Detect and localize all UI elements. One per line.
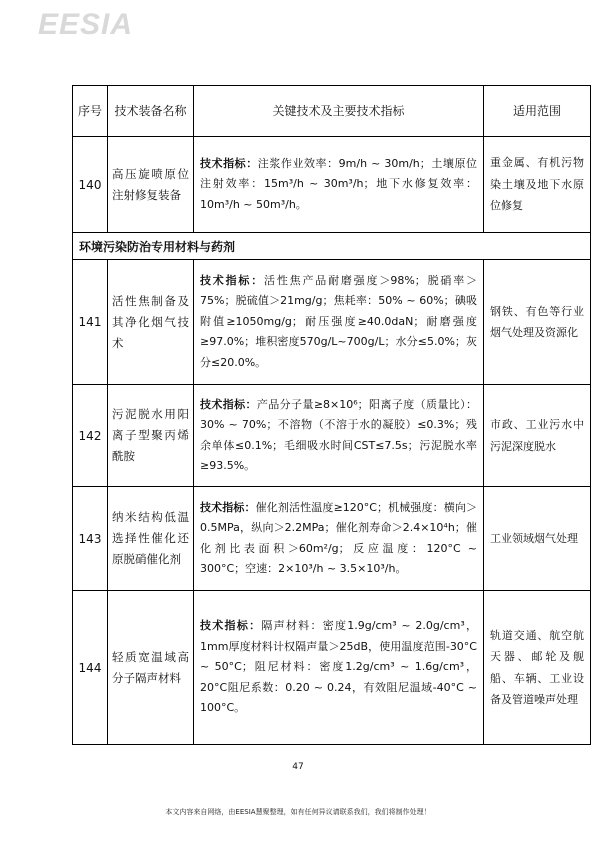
technology-table	[72, 85, 591, 745]
application-scope: 市政、工业污水中污泥深度脱水	[484, 385, 591, 487]
equipment-name: 纳米结构低温选择性催化还原脱硝催化剂	[108, 487, 194, 591]
application-scope: 钢铁、有色等行业烟气处理及资源化	[484, 260, 591, 385]
equipment-name: 活性焦制备及其净化烟气技术	[108, 260, 194, 385]
application-scope: 重金属、有机污物染土壤及地下水原位修复	[484, 137, 591, 233]
key-indicators	[194, 260, 484, 385]
indicator-label: 技术指标：	[200, 156, 258, 170]
row-number: 141	[73, 260, 108, 385]
section-row	[73, 233, 591, 260]
col-header-no: 序号	[73, 86, 108, 137]
table-row	[73, 591, 591, 745]
row-number: 140	[73, 137, 108, 233]
table-row	[73, 487, 591, 591]
row-number: 143	[73, 487, 108, 591]
equipment-name: 轻质宽温域高分子隔声材料	[108, 591, 194, 745]
table-row	[73, 137, 591, 233]
key-indicators	[194, 137, 484, 233]
key-indicators	[194, 385, 484, 487]
indicator-label: 技术指标：	[200, 273, 265, 287]
indicator-label: 技术指标：	[200, 500, 256, 514]
footer-disclaimer: 本文内容来自网络，由EESIA慧聚整理，如有任何异议请联系我们，我们将制作处理！	[165, 808, 431, 816]
indicator-text: 产品分子量≥8×10⁶；阳离子度（质量比）：30% ~ 70%；不溶物（不溶于水的凝胶）≤0.3%；残余单体≤0.1%；毛细吸水时间CST≤7.5s；污泥脱水率≥93.5%。	[200, 397, 478, 472]
indicator-text: 隔声材料：密度1.9g/cm³ ~ 2.0g/cm³，1mm厚度材料计权隔声量＞25dB，使用温度范围-30°C ~ 50°C；阻尼材料：密度1.2g/cm³ ~ 1.6g/cm³，20°C阻尼系数：0.20 ~ 0.24，有效阻尼温域-40°C ~ 100°C。	[200, 619, 477, 715]
row-number: 144	[73, 591, 108, 745]
table-header-row	[73, 86, 591, 137]
col-header-key-tech: 关键技术及主要技术指标	[194, 86, 484, 137]
equipment-name: 污泥脱水用阳离子型聚丙烯酰胺	[108, 385, 194, 487]
indicator-text: 注浆作业效率：9m/h ~ 30m/h；土壤原位注射效率：15m³/h ~ 30m³/h；地下水修复效率：10m³/h ~ 50m³/h。	[200, 156, 477, 211]
page-number: 47	[292, 762, 304, 772]
col-header-scope: 适用范围	[484, 86, 591, 137]
application-scope: 轨道交通、航空航天器、邮轮及舰船、车辆、工业设备及管道噪声处理	[484, 591, 591, 745]
key-indicators	[194, 591, 484, 745]
application-scope: 工业领域烟气处理	[484, 487, 591, 591]
indicator-label: 技术指标：	[200, 397, 257, 411]
row-number: 142	[73, 385, 108, 487]
col-header-equipment: 技术装备名称	[108, 86, 194, 137]
table-row	[73, 385, 591, 487]
section-title: 环境污染防治专用材料与药剂	[73, 233, 591, 260]
equipment-name: 高压旋喷原位注射修复装备	[108, 137, 194, 233]
indicator-text: 活性焦产品耐磨强度＞98%；脱硝率＞75%；脱硫值＞21mg/g；焦耗率：50% ~ 60%；碘吸附值≥1050mg/g；耐压强度≥40.0daN；耐磨强度≥97.0%；堆积密度570g/L~700g/L；水分≤5.0%；灰分≤20.0%。	[200, 273, 478, 369]
indicator-text: 催化剂活性温度≥120°C；机械强度：横向＞0.5MPa，纵向＞2.2MPa；催化剂寿命＞2.4×10⁴h；催化剂比表面积＞60m²/g；反应温度：120°C ~ 300°C；空速：2×10³/h ~ 3.5×10³/h。	[200, 500, 477, 575]
key-indicators	[194, 487, 484, 591]
eesia-logo: EESIA	[38, 8, 134, 41]
table-row	[73, 260, 591, 385]
indicator-label: 技术指标：	[200, 619, 262, 633]
